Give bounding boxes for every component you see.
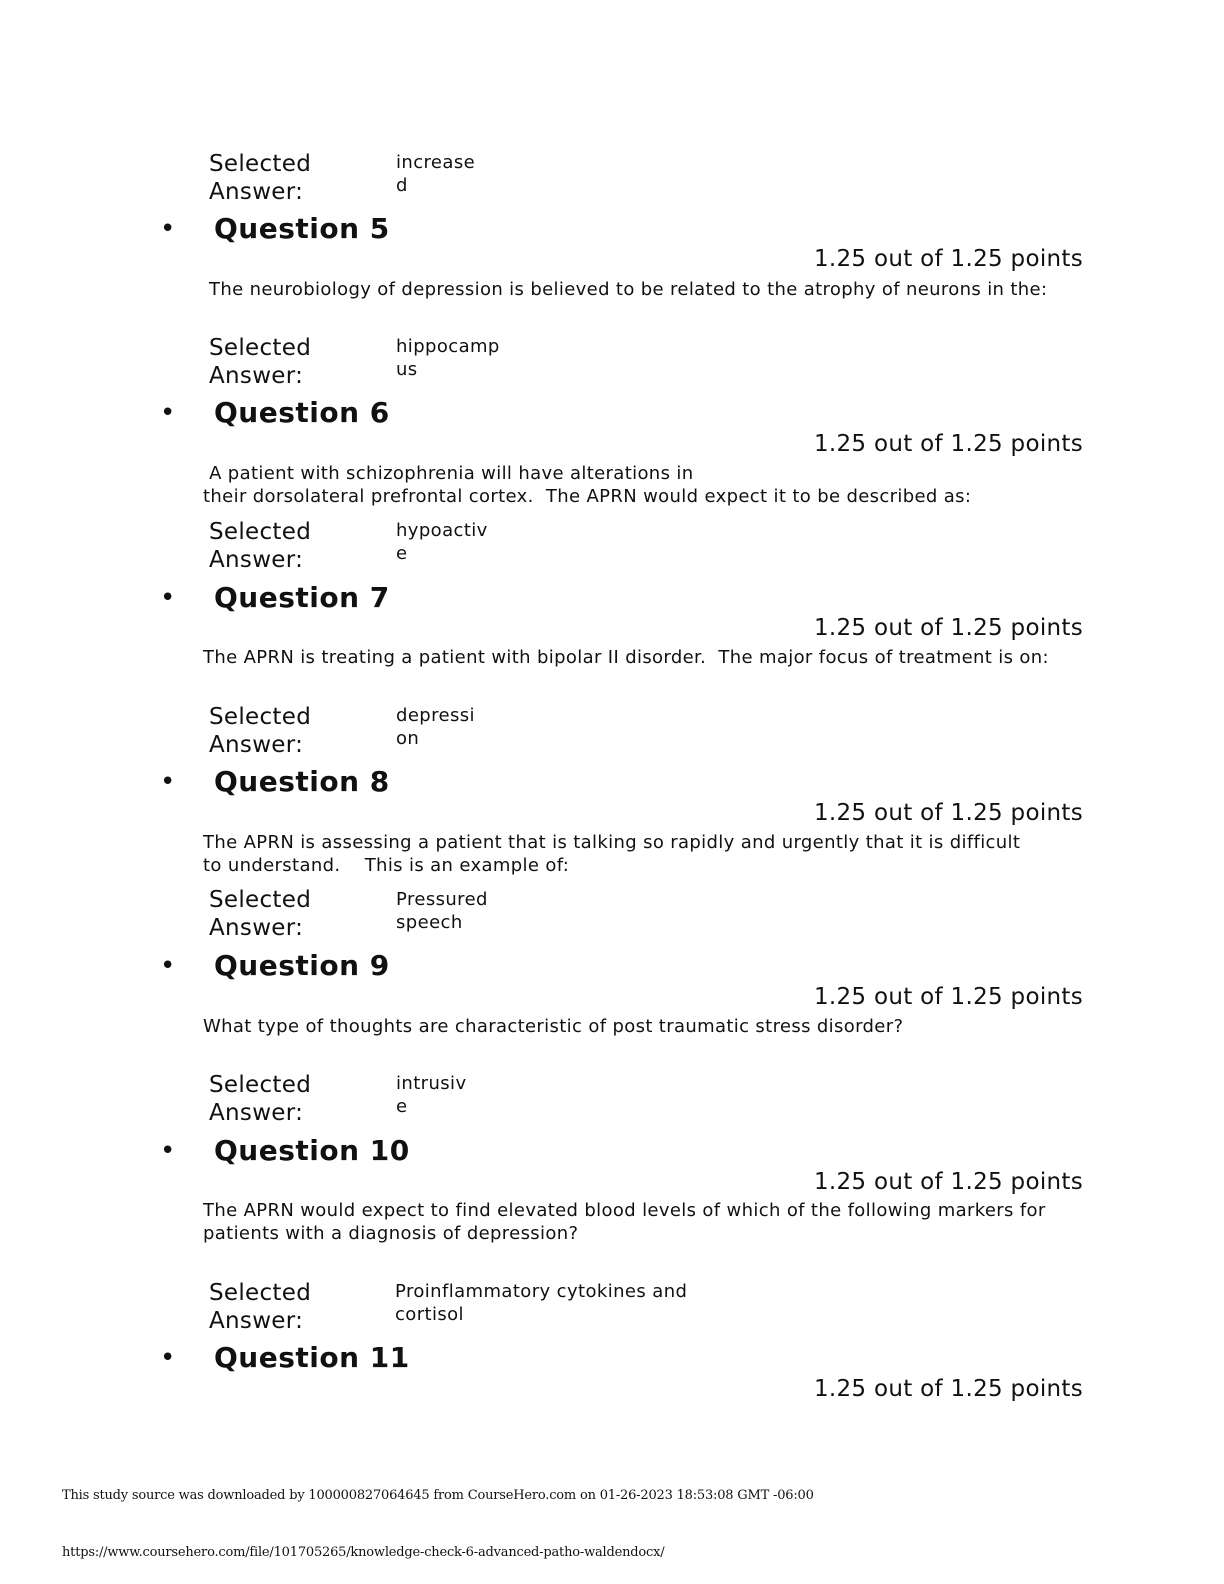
question-text: The APRN would expect to find elevated blood levels of which of the following markers for patients with a diagnosis of depression? xyxy=(203,1200,1046,1244)
question-title: Question 5 xyxy=(214,212,390,245)
selected-answer-value: Proinflammatory cytokines and cortisol xyxy=(395,1281,688,1325)
question-points: 1.25 out of 1.25 points xyxy=(813,615,1083,641)
selected-answer-label: Selected Answer: xyxy=(209,519,312,573)
question-text: The APRN is assessing a patient that is talking so rapidly and urgently that it is difficult to understand. This is an example of: xyxy=(203,832,1021,876)
question-points: 1.25 out of 1.25 points xyxy=(813,1376,1083,1402)
question-points: 1.25 out of 1.25 points xyxy=(813,1169,1083,1195)
question-title: Question 9 xyxy=(214,949,390,982)
selected-answer-value: intrusiv e xyxy=(396,1073,467,1117)
selected-answer-label: Selected Answer: xyxy=(209,335,312,389)
selected-answer-label: Selected Answer: xyxy=(209,704,312,758)
selected-answer-value: depressi on xyxy=(396,705,475,749)
question-text: The APRN is treating a patient with bipolar II disorder. The major focus of treatment is on: xyxy=(203,647,1049,668)
bullet: • xyxy=(160,583,176,613)
question-points: 1.25 out of 1.25 points xyxy=(813,800,1083,826)
bullet: • xyxy=(160,398,176,428)
question-text: What type of thoughts are characteristic of post traumatic stress disorder? xyxy=(203,1016,904,1037)
question-points: 1.25 out of 1.25 points xyxy=(813,246,1083,272)
source-url: https://www.coursehero.com/file/101705265/knowledge-check-6-advanced-patho-waldendocx/ xyxy=(62,1545,665,1560)
question-title: Question 7 xyxy=(214,581,390,614)
selected-answer-label: Selected Answer: xyxy=(209,1072,312,1126)
selected-answer-value: hippocamp us xyxy=(396,336,500,380)
selected-answer-label: Selected Answer: xyxy=(209,887,312,941)
question-text: The neurobiology of depression is believed to be related to the atrophy of neurons in the: xyxy=(209,279,1048,300)
question-points: 1.25 out of 1.25 points xyxy=(813,984,1083,1010)
selected-answer-value: Pressured speech xyxy=(396,889,488,933)
bullet: • xyxy=(160,1343,176,1373)
selected-answer-value: hypoactiv e xyxy=(396,520,488,564)
selected-answer-label: Selected Answer: xyxy=(209,1280,312,1334)
question-title: Question 10 xyxy=(214,1134,410,1167)
question-points: 1.25 out of 1.25 points xyxy=(813,431,1083,457)
selected-answer-value: increase d xyxy=(396,152,476,196)
bullet: • xyxy=(160,767,176,797)
bullet: • xyxy=(160,1136,176,1166)
bullet: • xyxy=(160,951,176,981)
question-title: Question 8 xyxy=(214,765,390,798)
download-source-note: This study source was downloaded by 100000827064645 from CourseHero.com on 01-26-2023 18:53:08 GMT -06:00 xyxy=(62,1488,814,1503)
selected-answer-label: Selected Answer: xyxy=(209,151,312,205)
bullet: • xyxy=(160,214,176,244)
question-title: Question 11 xyxy=(214,1341,410,1374)
question-title: Question 6 xyxy=(214,396,390,429)
question-text: A patient with schizophrenia will have alterations in their dorsolateral prefrontal cortex. The APRN would expect it to be described as: xyxy=(203,463,972,507)
